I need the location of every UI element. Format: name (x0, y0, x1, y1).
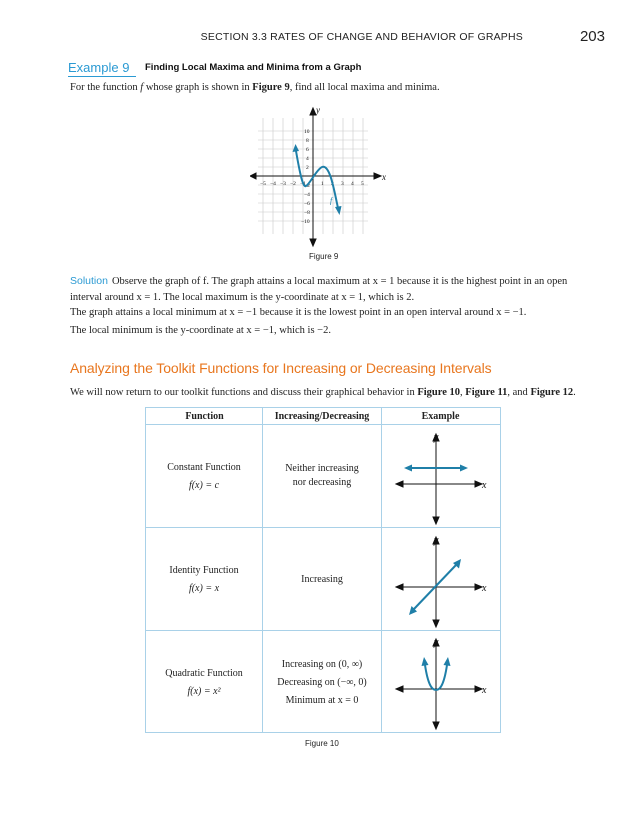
x-tick: 2 (331, 181, 334, 187)
solution-p1: Solution Observe the graph of f. The graph attains a local maximum at x = 1 because it is the highest point in an open interval around x = 1. The local maximum is the y-coordinate at x = 1, which is 2. (70, 275, 568, 303)
y-tick: −4 (304, 192, 310, 198)
table-row-constant-behavior: Neither increasing nor decreasing (285, 463, 359, 488)
svg-text:y: y (434, 637, 439, 648)
x-tick: −1 (300, 181, 306, 187)
fig9-x-label: x (382, 172, 386, 182)
table-row-quadratic-behavior: Increasing on (0, ∞) Decreasing on (−∞, 0) Minimum at x = 0 (277, 659, 367, 706)
x-tick: −2 (290, 181, 296, 187)
table-row-quadratic-name: Quadratic Function f(x) = x² (165, 668, 243, 697)
x-tick: −3 (280, 181, 286, 187)
y-tick: −2 (304, 183, 310, 189)
svg-text:y: y (434, 432, 439, 443)
figure-12-link[interactable]: Figure 12 (530, 387, 574, 398)
figure-11-link[interactable]: Figure 11 (465, 387, 508, 398)
x-tick: 5 (361, 181, 364, 187)
column-divider (381, 408, 382, 732)
y-tick: 4 (306, 156, 309, 162)
figure-9-graph (250, 104, 400, 249)
table-row-constant-name: Constant Function f(x) = c (167, 462, 241, 491)
svg-text:x: x (482, 685, 487, 696)
figure-10-link[interactable]: Figure 10 (417, 387, 461, 398)
y-tick: 2 (306, 165, 309, 171)
example-heading (68, 60, 588, 77)
y-tick: 10 (304, 129, 310, 135)
svg-text:y: y (434, 535, 439, 546)
x-tick: 1 (321, 181, 324, 187)
table-header (146, 408, 500, 425)
running-head (70, 30, 605, 46)
intro-paragraph: We will now return to our toolkit functions and discuss their graphical behavior in Figure 10, Figure 11, and Figure 12. (70, 387, 576, 398)
axes (250, 108, 381, 246)
y-tick: −6 (304, 201, 310, 207)
section-title: SECTION 3.3 RATES OF CHANGE AND BEHAVIOR OF GRAPHS (200, 31, 523, 43)
svg-text:x: x (482, 583, 487, 594)
constant-function-graph (392, 430, 492, 526)
figure-9-link[interactable]: Figure 9 (252, 82, 290, 93)
example-prompt: For the function f whose graph is shown in Figure 9, find all local maxima and minima. (70, 82, 440, 93)
figure-10-caption: Figure 10 (305, 739, 339, 748)
header-behavior: Increasing/Decreasing (274, 411, 370, 422)
solution-label: Solution (70, 275, 108, 287)
curve-arrow-start (293, 144, 300, 152)
x-tick: 3 (341, 181, 344, 187)
header-example: Example (421, 411, 460, 422)
x-tick: 4 (351, 181, 354, 187)
row-divider (146, 527, 500, 528)
solution-p3: The local minimum is the y-coordinate at x = −1, which is −2. (70, 325, 331, 336)
header-function: Function (185, 411, 224, 422)
toolkit-table (145, 407, 501, 733)
x-tick: −4 (270, 181, 276, 187)
section-heading: Analyzing the Toolkit Functions for Increasing or Decreasing Intervals (70, 360, 492, 376)
page-number: 203 (579, 28, 605, 45)
quadratic-function-graph (392, 635, 492, 731)
example-label: Example 9 (68, 60, 130, 75)
row-divider (146, 630, 500, 631)
identity-function-graph (392, 533, 492, 629)
y-tick: −10 (301, 219, 310, 225)
example-rule (68, 76, 136, 77)
y-tick: 6 (306, 147, 309, 153)
svg-text:x: x (482, 480, 487, 491)
y-tick: 8 (306, 138, 309, 144)
table-row-identity-name: Identity Function f(x) = x (169, 565, 239, 594)
x-tick: −5 (260, 181, 266, 187)
curve-label: f (330, 196, 333, 205)
table-row-identity-behavior: Increasing (301, 574, 343, 585)
solution-p2: The graph attains a local minimum at x = −1 because it is the lowest point in an open interval around x = −1. (70, 307, 527, 318)
curve-arrow-end (335, 206, 342, 215)
y-tick: −8 (304, 210, 310, 216)
example-title: Finding Local Maxima and Minima from a Graph (145, 62, 362, 73)
fig9-y-label: y (316, 105, 320, 115)
figure-9-caption: Figure 9 (309, 252, 339, 261)
